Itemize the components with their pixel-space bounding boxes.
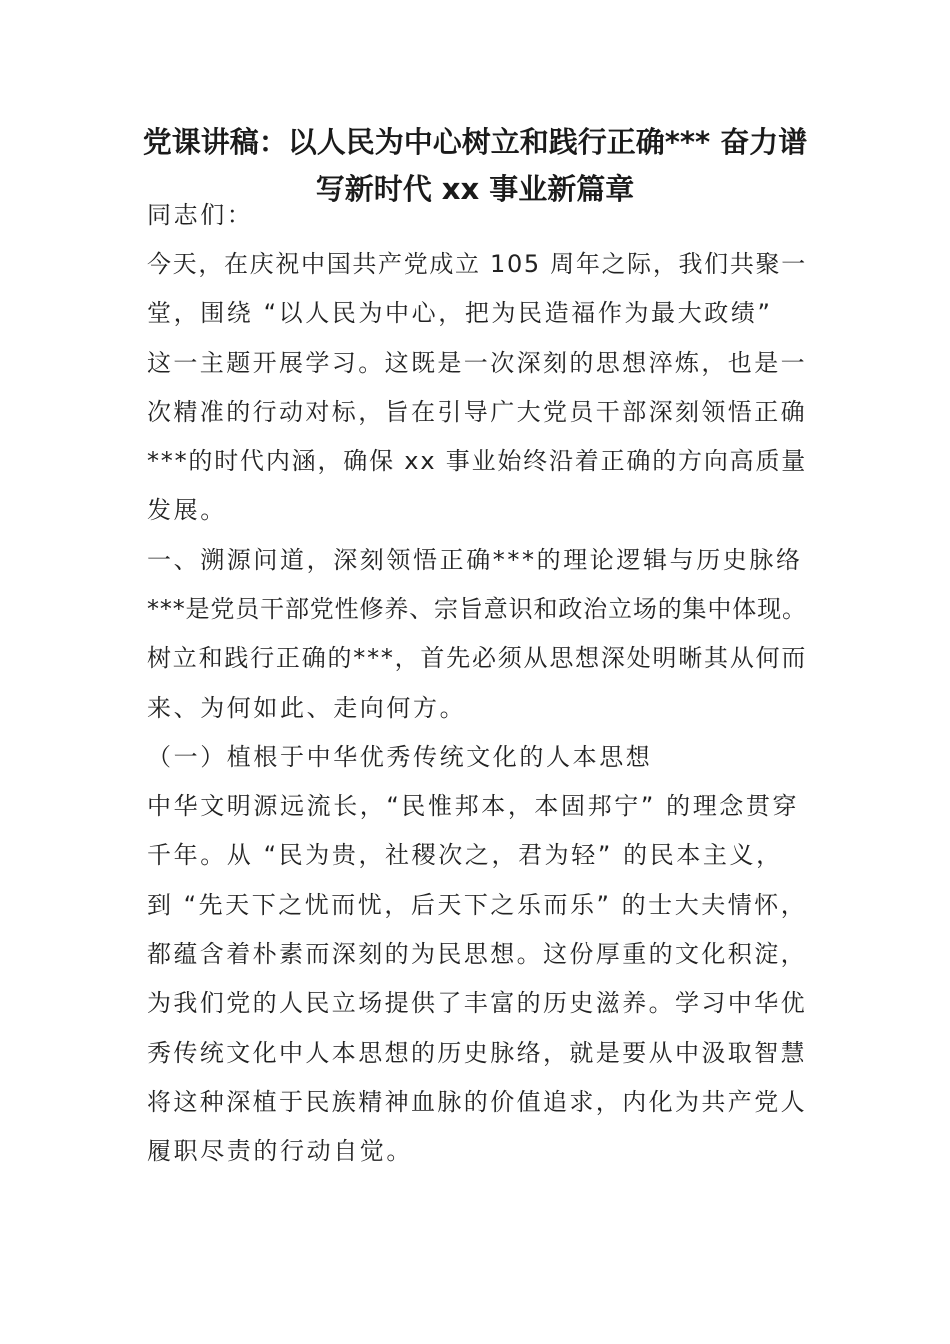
paragraph-line: 次精准的行动对标，旨在引导广大党员干部深刻领悟正确	[147, 398, 807, 426]
paragraph-line: 中华文明源远流长，“民惟邦本，本固邦宁” 的理念贯穿	[147, 792, 800, 820]
paragraph-line: 这一主题开展学习。这既是一次深刻的思想淬炼，也是一	[147, 349, 807, 377]
subsection-heading: （一）植根于中华优秀传统文化的人本思想	[147, 743, 653, 771]
document-title-line-2: 写新时代 xx 事业新篇章	[315, 172, 635, 206]
paragraph-line: 今天，在庆祝中国共产党成立 105 周年之际，我们共聚一	[147, 250, 807, 278]
section-heading: 一、溯源问道，深刻领悟正确***的理论逻辑与历史脉络	[147, 546, 803, 574]
paragraph-line: 发展。	[147, 496, 227, 524]
paragraph-line: 千年。从 “民为贵，社稷次之，君为轻” 的民本主义，	[147, 841, 783, 869]
paragraph-line: 履职尽责的行动自觉。	[147, 1137, 413, 1165]
paragraph-line: ***是党员干部党性修养、宗旨意识和政治立场的集中体现。	[147, 595, 807, 623]
paragraph-line: 都蕴含着朴素而深刻的为民思想。这份厚重的文化积淀，	[147, 940, 807, 968]
paragraph-line: 为我们党的人民立场提供了丰富的历史滋养。学习中华优	[147, 989, 807, 1017]
paragraph-line: 来、为何如此、走向何方。	[147, 694, 467, 722]
paragraph-line: 秀传统文化中人本思想的历史脉络，就是要从中汲取智慧	[147, 1039, 807, 1067]
paragraph-line: 树立和践行正确的***，首先必须从思想深处明晰其从何而	[147, 644, 808, 672]
paragraph-line: ***的时代内涵，确保 xx 事业始终沿着正确的方向高质量	[147, 447, 808, 475]
paragraph-line: 将这种深植于民族精神血脉的价值追求，内化为共产党人	[147, 1088, 807, 1116]
document-title-line-1: 党课讲稿：以人民为中心树立和践行正确*** 奋力谱	[142, 125, 808, 159]
paragraph-line: 堂，围绕 “以人民为中心，把为民造福作为最大政绩”	[147, 299, 773, 327]
paragraph-line: 到 “先天下之忧而忧，后天下之乐而乐” 的士大夫情怀，	[147, 891, 808, 919]
salutation: 同志们：	[147, 201, 254, 229]
